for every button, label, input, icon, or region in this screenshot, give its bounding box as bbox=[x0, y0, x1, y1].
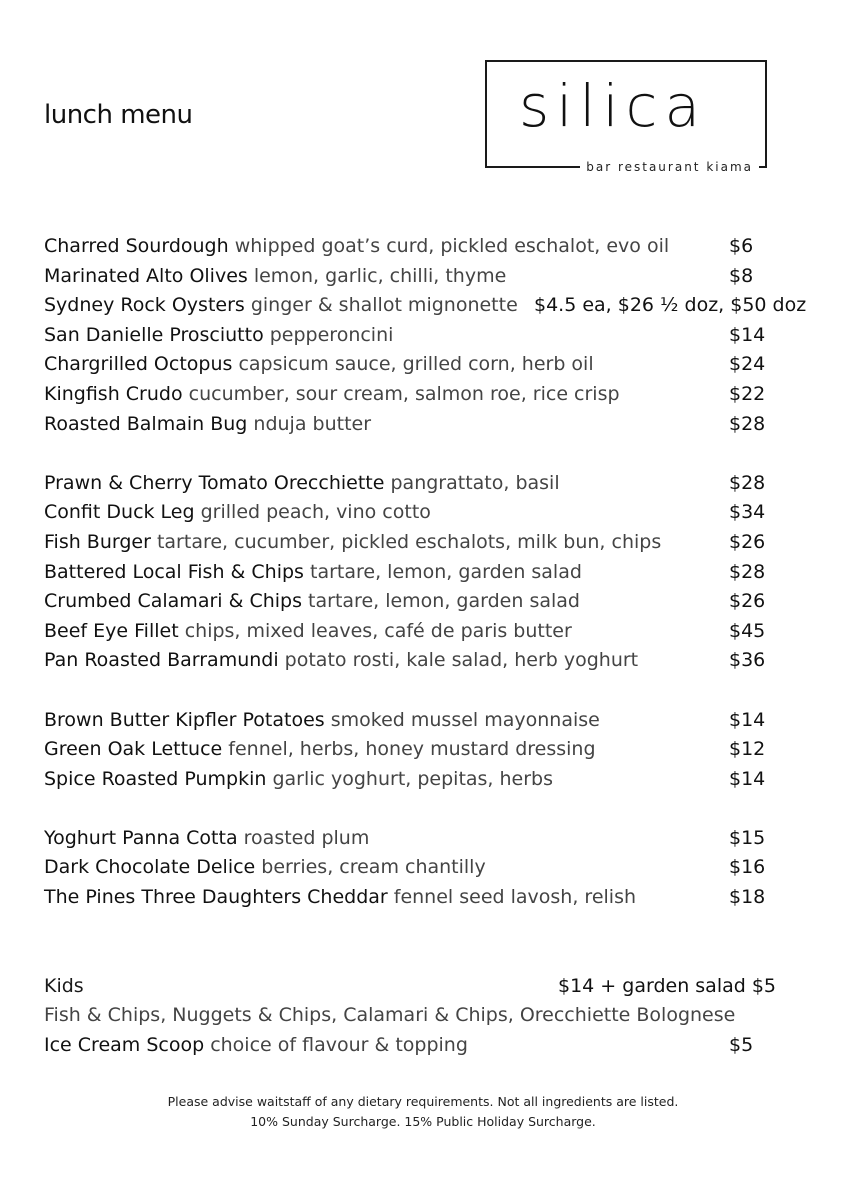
item-description: berries, cream chantilly bbox=[261, 856, 486, 879]
menu-item bbox=[44, 706, 804, 736]
item-name: Crumbed Calamari & Chips bbox=[44, 590, 302, 613]
menu-item bbox=[44, 587, 804, 617]
menu-section-kids bbox=[44, 972, 804, 1061]
section-gap bbox=[44, 676, 804, 706]
menu-item bbox=[44, 824, 804, 854]
item-name: Sydney Rock Oysters bbox=[44, 294, 245, 317]
footer-note bbox=[0, 1092, 846, 1132]
menu-item bbox=[44, 617, 804, 647]
item-description: chips, mixed leaves, café de paris butter bbox=[184, 619, 572, 642]
item-name: Ice Cream Scoop bbox=[44, 1033, 205, 1056]
item-description: smoked mussel mayonnaise bbox=[330, 708, 600, 731]
logo-wordmark: silica bbox=[519, 72, 707, 140]
menu-item bbox=[44, 735, 804, 765]
item-description: tartare, cucumber, pickled eschalots, milk bun, chips bbox=[156, 530, 662, 553]
item-name: Dark Chocolate Delice bbox=[44, 856, 256, 879]
item-name: Charred Sourdough bbox=[44, 235, 229, 257]
item-price: $22 bbox=[729, 382, 766, 405]
menu-item bbox=[44, 321, 804, 351]
item-name: Brown Butter Kipfler Potatoes bbox=[44, 708, 325, 731]
item-description: lemon, garlic, chilli, thyme bbox=[253, 264, 507, 287]
menu-item bbox=[44, 883, 804, 913]
item-name: Chargrilled Octopus bbox=[44, 353, 233, 376]
menu-item bbox=[44, 765, 804, 795]
menu-section-sides bbox=[44, 706, 804, 795]
dietary-note: Please advise waitstaff of any dietary requirements. Not all ingredients are listed. bbox=[167, 1094, 679, 1109]
menu-item bbox=[44, 498, 804, 528]
item-name: Yoghurt Panna Cotta bbox=[44, 826, 238, 849]
item-price: $28 bbox=[729, 560, 766, 583]
menu-item bbox=[44, 646, 804, 676]
page-title: lunch menu bbox=[44, 100, 193, 130]
menu bbox=[44, 232, 807, 1060]
item-name: Spice Roasted Pumpkin bbox=[44, 767, 267, 790]
item-description: fennel, herbs, honey mustard dressing bbox=[228, 738, 596, 761]
menu-item bbox=[44, 380, 804, 410]
item-price: $5 bbox=[729, 1033, 754, 1056]
item-price: $6 bbox=[729, 235, 754, 257]
item-description: capsicum sauce, grilled corn, herb oil bbox=[238, 353, 594, 376]
item-description: tartare, lemon, garden salad bbox=[308, 590, 580, 613]
item-description: pepperoncini bbox=[269, 323, 394, 346]
menu-item bbox=[44, 853, 804, 883]
item-price: $28 bbox=[729, 471, 766, 494]
item-description: garlic yoghurt, pepitas, herbs bbox=[272, 767, 554, 790]
item-description: whipped goat’s curd, pickled eschalot, evo oil bbox=[234, 235, 670, 257]
item-description: pangrattato, basil bbox=[390, 471, 560, 494]
menu-section-desserts bbox=[44, 824, 804, 913]
item-price: $15 bbox=[729, 826, 766, 849]
section-gap bbox=[44, 439, 804, 469]
menu-item bbox=[44, 469, 804, 499]
item-price: $8 bbox=[729, 264, 754, 287]
logo bbox=[485, 60, 769, 172]
item-price: $14 bbox=[729, 767, 766, 790]
item-description: fennel seed lavosh, relish bbox=[393, 886, 637, 909]
item-price: $14 bbox=[729, 708, 766, 731]
item-description: tartare, lemon, garden salad bbox=[310, 560, 582, 583]
menu-item bbox=[44, 410, 804, 440]
menu-item bbox=[44, 1031, 804, 1061]
item-price: $14 bbox=[729, 323, 766, 346]
item-description: ginger & shallot mignonette bbox=[250, 294, 518, 317]
item-name: Fish Burger bbox=[44, 530, 151, 553]
item-description: roasted plum bbox=[243, 826, 370, 849]
menu-item bbox=[44, 528, 804, 558]
kids-heading-row bbox=[44, 972, 804, 1002]
menu-item bbox=[44, 350, 804, 380]
item-name: Battered Local Fish & Chips bbox=[44, 560, 304, 583]
item-description: nduja butter bbox=[253, 412, 372, 435]
menu-item bbox=[44, 558, 804, 588]
item-price: $16 bbox=[729, 856, 766, 879]
kids-options: Fish & Chips, Nuggets & Chips, Calamari & Chips, Orecchiette Bolognese bbox=[44, 1004, 736, 1027]
item-price: $4.5 ea, $26 ½ doz, $50 doz bbox=[534, 294, 807, 317]
item-name: San Danielle Prosciutto bbox=[44, 323, 264, 346]
item-price: $26 bbox=[729, 590, 766, 613]
menu-item bbox=[44, 262, 804, 292]
item-price: $28 bbox=[729, 412, 766, 435]
kids-label: Kids bbox=[44, 974, 84, 997]
menu-section-starters bbox=[44, 232, 807, 439]
section-gap bbox=[44, 794, 804, 824]
item-description: choice of flavour & topping bbox=[210, 1033, 468, 1056]
menu-item bbox=[44, 291, 807, 321]
item-price: $45 bbox=[729, 619, 766, 642]
kids-price: $14 + garden salad $5 bbox=[558, 974, 777, 997]
item-name: Kingfish Crudo bbox=[44, 382, 183, 405]
item-price: $36 bbox=[729, 649, 766, 672]
item-price: $24 bbox=[729, 353, 766, 376]
item-name: Confit Duck Leg bbox=[44, 501, 195, 524]
surcharge-note: 10% Sunday Surcharge. 15% Public Holiday Surcharge. bbox=[250, 1114, 596, 1129]
item-name: The Pines Three Daughters Cheddar bbox=[44, 886, 388, 909]
item-name: Prawn & Cherry Tomato Orecchiette bbox=[44, 471, 385, 494]
item-name: Roasted Balmain Bug bbox=[44, 412, 248, 435]
menu-section-mains bbox=[44, 469, 804, 676]
item-description: potato rosti, kale salad, herb yoghurt bbox=[284, 649, 639, 672]
item-price: $18 bbox=[729, 886, 766, 909]
item-price: $34 bbox=[729, 501, 766, 524]
menu-item bbox=[44, 232, 804, 262]
item-description: cucumber, sour cream, salmon roe, rice crisp bbox=[188, 382, 620, 405]
item-name: Marinated Alto Olives bbox=[44, 264, 248, 287]
logo-tagline: bar restaurant kiama bbox=[580, 160, 759, 174]
section-gap bbox=[44, 913, 804, 972]
item-name: Green Oak Lettuce bbox=[44, 738, 223, 761]
item-price: $12 bbox=[729, 738, 766, 761]
item-name: Beef Eye Fillet bbox=[44, 619, 179, 642]
item-name: Pan Roasted Barramundi bbox=[44, 649, 279, 672]
item-description: grilled peach, vino cotto bbox=[200, 501, 431, 524]
item-price: $26 bbox=[729, 530, 766, 553]
